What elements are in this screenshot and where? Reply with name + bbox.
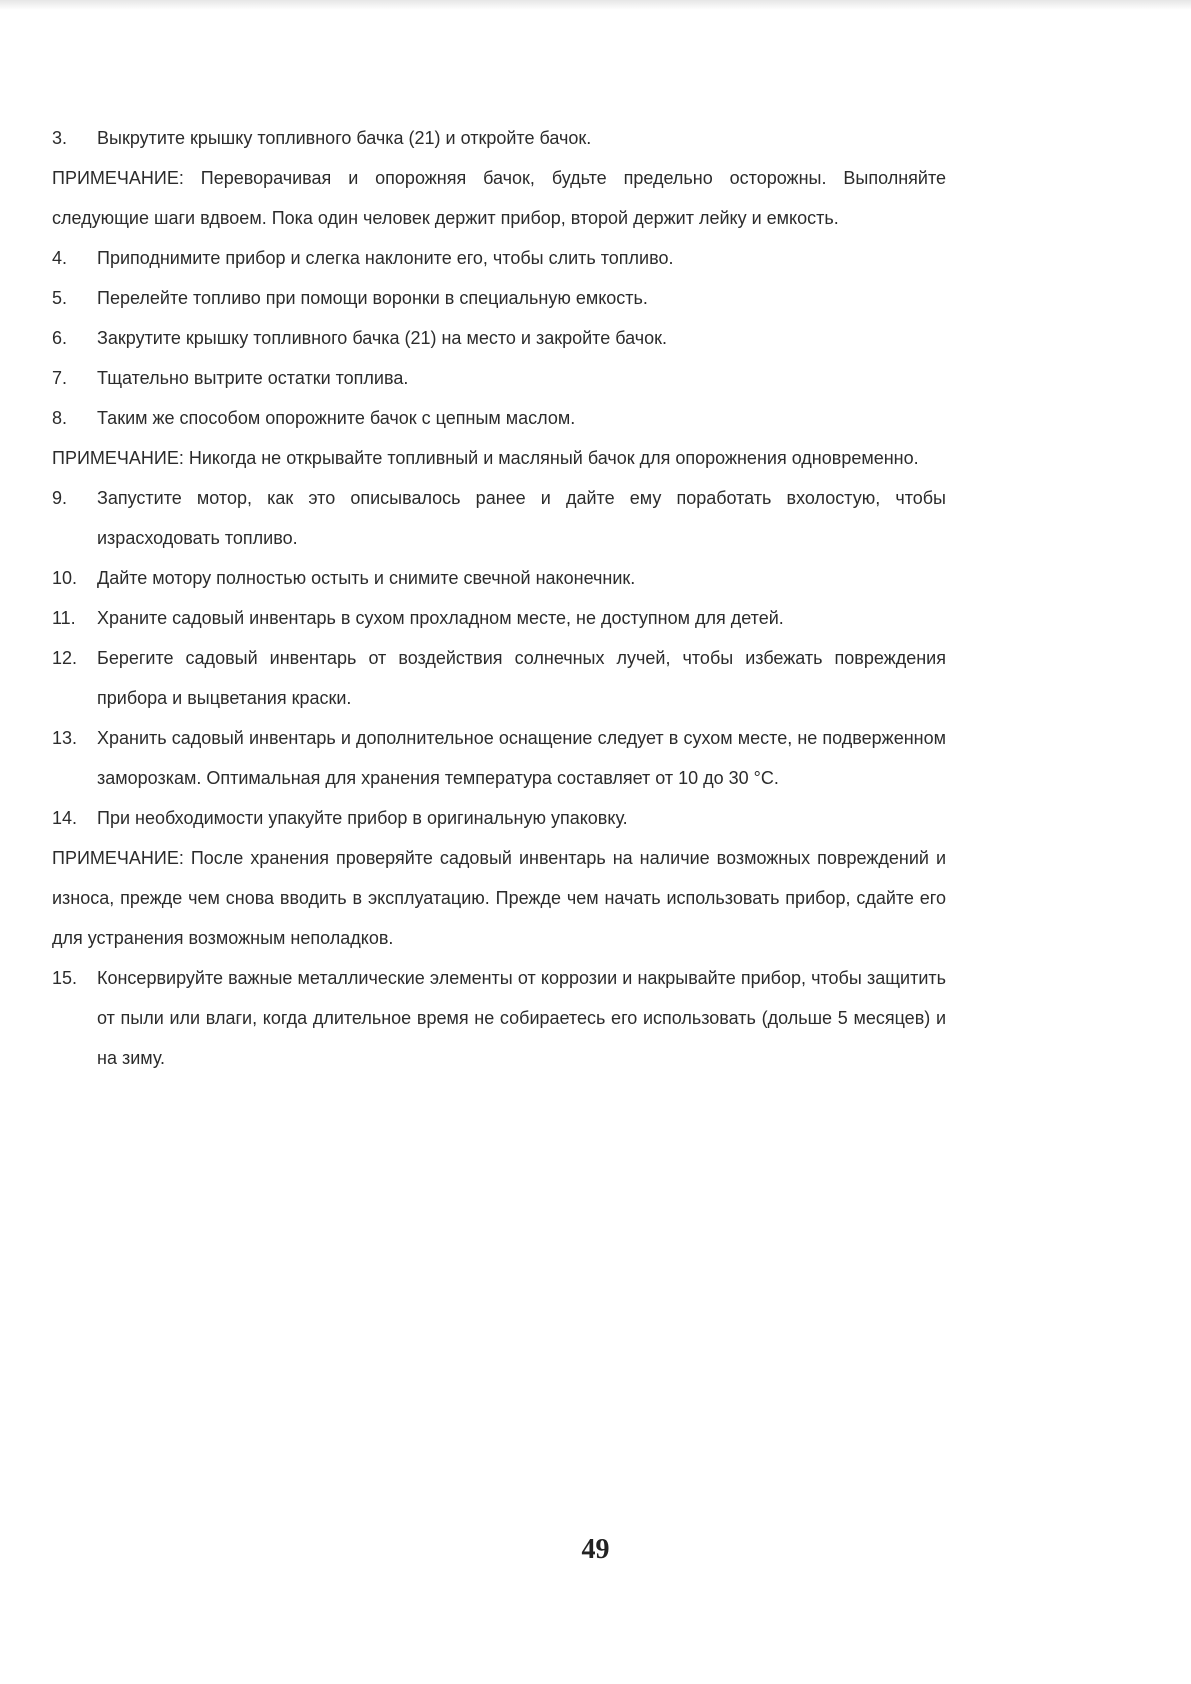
item-text: Хранить садовый инвентарь и дополнительное оснащение следует в сухом месте, не подверженном заморозкам. Оптимальная для хранения температура составляет от 10 до 30 °С.: [97, 728, 946, 788]
item-text: Закрутите крышку топливного бачка (21) на место и закройте бачок.: [97, 328, 667, 348]
list-item-10: [52, 558, 946, 598]
list-item-6: [52, 318, 946, 358]
item-number: 11.: [52, 608, 76, 628]
item-number: 10.: [52, 568, 78, 588]
item-text: Запустите мотор, как это описывалось ранее и дайте ему поработать вхолостую, чтобы израсходовать топливо.: [97, 488, 946, 548]
item-number: 14.: [52, 808, 78, 828]
item-number: 3.: [52, 128, 68, 148]
list-item-8: [52, 398, 946, 438]
list-item-3: [52, 118, 946, 158]
item-number: 8.: [52, 408, 68, 428]
scan-edge-shadow: [0, 0, 1191, 10]
item-text: Перелейте топливо при помощи воронки в специальную емкость.: [97, 288, 648, 308]
item-text: Берегите садовый инвентарь от воздействия солнечных лучей, чтобы избежать повреждения прибора и выцветания краски.: [97, 648, 946, 708]
item-number: 4.: [52, 248, 68, 268]
item-text: Храните садовый инвентарь в сухом прохладном месте, не доступном для детей.: [97, 608, 784, 628]
manual-content: [52, 118, 946, 1078]
item-text: Таким же способом опорожните бачок с цепным маслом.: [97, 408, 576, 428]
note-paragraph-3: ПРИМЕЧАНИЕ: После хранения проверяйте садовый инвентарь на наличие возможных повреждений и износа, прежде чем снова вводить в эксплуатацию. Прежде чем начать использовать прибор, сдайте его для устранения возможным неполадков.: [52, 848, 946, 948]
note-paragraph-2: ПРИМЕЧАНИЕ: Никогда не открывайте топливный и масляный бачок для опорожнения одновременно.: [52, 448, 919, 468]
item-number: 15.: [52, 968, 78, 988]
list-item-7: [52, 358, 946, 398]
list-item-11: [52, 598, 946, 638]
item-number: 12.: [52, 648, 78, 668]
item-number: 5.: [52, 288, 68, 308]
item-number: 7.: [52, 368, 68, 388]
item-text: Выкрутите крышку топливного бачка (21) и откройте бачок.: [97, 128, 592, 148]
note-paragraph-1: ПРИМЕЧАНИЕ: Переворачивая и опорожняя бачок, будьте предельно осторожны. Выполняйте следующие шаги вдвоем. Пока один человек держит прибор, второй держит лейку и емкость.: [52, 168, 946, 228]
list-item-15: [52, 958, 946, 1078]
item-text: Дайте мотору полностью остыть и снимите свечной наконечник.: [97, 568, 636, 588]
item-number: 6.: [52, 328, 68, 348]
item-text: Консервируйте важные металлические элементы от коррозии и накрывайте прибор, чтобы защитить от пыли или влаги, когда длительное время не собираетесь его использовать (дольше 5 месяцев) и на зиму.: [97, 968, 946, 1068]
page-number: 49: [581, 1534, 610, 1565]
list-item-4: [52, 238, 946, 278]
item-text: При необходимости упакуйте прибор в оригинальную упаковку.: [97, 808, 628, 828]
list-item-13: [52, 718, 946, 798]
list-item-14: [52, 798, 946, 838]
list-item-12: [52, 638, 946, 718]
item-text: Тщательно вытрите остатки топлива.: [97, 368, 409, 388]
item-number: 13.: [52, 728, 78, 748]
item-number: 9.: [52, 488, 68, 508]
list-item-9: [52, 478, 946, 558]
list-item-5: [52, 278, 946, 318]
item-text: Приподнимите прибор и слегка наклоните его, чтобы слить топливо.: [97, 248, 674, 268]
